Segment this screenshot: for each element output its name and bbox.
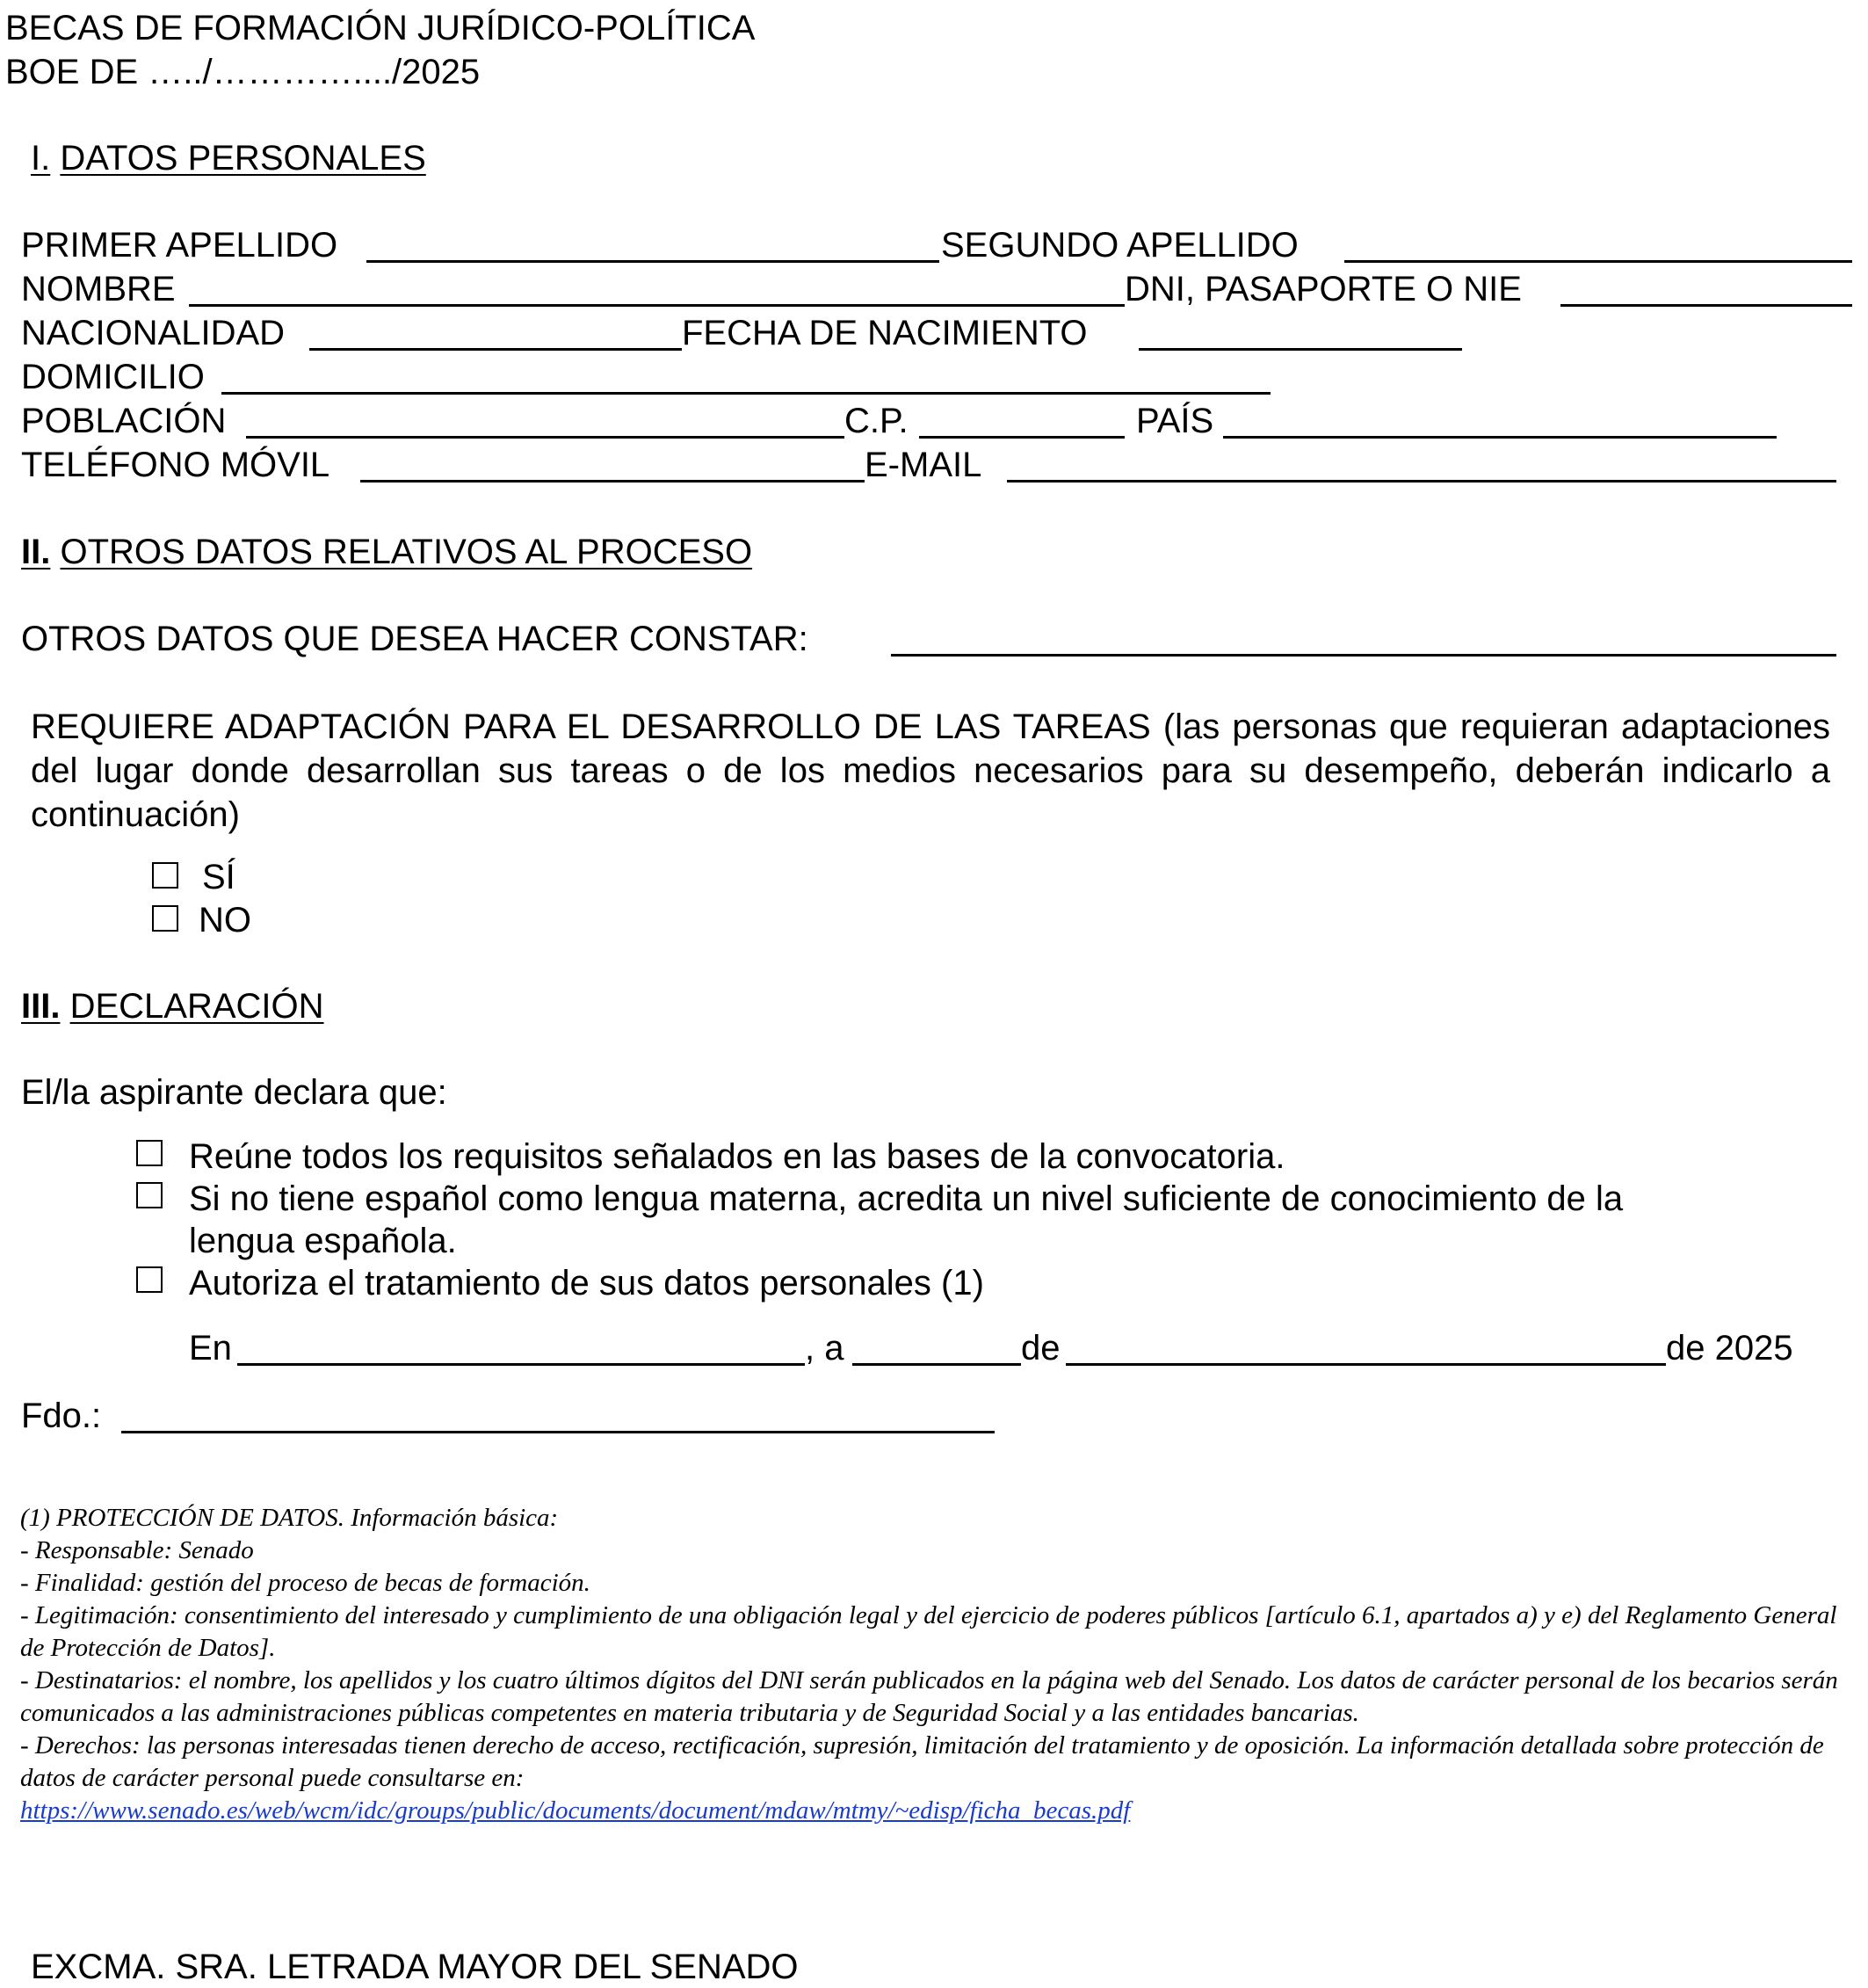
label-nombre: NOMBRE: [21, 270, 176, 308]
label-cp: C.P.: [844, 402, 909, 440]
checkbox-si[interactable]: [152, 862, 178, 889]
footnote-line: (1) PROTECCIÓN DE DATOS. Información básica:: [20, 1504, 559, 1532]
field-dia[interactable]: [852, 1363, 1021, 1366]
ficha-becas-link[interactable]: https://www.senado.es/web/wcm/idc/groups/public/documents/document/mdaw/mtmy/~edisp/ficha_becas.pdf: [20, 1796, 1131, 1825]
field-nacionalidad[interactable]: [309, 348, 682, 351]
label-firma: Fdo.:: [21, 1397, 102, 1435]
adaptacion-paragraph: REQUIERE ADAPTACIÓN PARA EL DESARROLLO DE LAS TAREAS (las personas que requieran adaptaciones del lugar donde desarrollan sus tareas o de los medios necesarios para su desempeño, deberán indicarlo a continuación): [31, 707, 1830, 834]
footnote-line: - Finalidad: gestión del proceso de becas de formación.: [20, 1569, 590, 1597]
label-de: de: [1021, 1329, 1061, 1368]
footnote-line: - Legitimación: consentimiento del interesado y cumplimiento de una obligación legal y del ejercicio de poderes públicos [artículo 6.1, apartados a) y e) del Reglamento General de Protección de Datos].: [20, 1601, 1837, 1662]
label-email: E-MAIL: [865, 446, 982, 484]
field-fecha-nacimiento[interactable]: [1139, 348, 1462, 351]
label-nacionalidad: NACIONALIDAD: [21, 314, 286, 352]
footnote-line: - Destinatarios: el nombre, los apellidos y los cuatro últimos dígitos del DNI serán publicados en la página web del Senado. Los datos de carácter personal de los becarios serán comunicados a las administraciones públicas competentes en materia tributaria y de Seguridad Social y a las entidades bancarias.: [20, 1666, 1838, 1727]
section-3-heading: [21, 985, 324, 1027]
field-poblacion[interactable]: [246, 436, 844, 439]
label-fecha-nacimiento: FECHA DE NACIMIENTO: [682, 314, 1088, 352]
label-domicilio: DOMICILIO: [21, 358, 205, 396]
section-2-number: II.: [21, 533, 51, 571]
field-segundo-apellido[interactable]: [1344, 260, 1852, 263]
label-otros-datos: OTROS DATOS QUE DESEA HACER CONSTAR:: [21, 620, 808, 658]
field-mes[interactable]: [1066, 1363, 1666, 1366]
field-pais[interactable]: [1223, 436, 1777, 439]
footnote-line: - Responsable: Senado: [20, 1536, 254, 1564]
field-cp[interactable]: [919, 436, 1125, 439]
option-si-label: SÍ: [202, 858, 235, 896]
label-telefono: TELÉFONO MÓVIL: [21, 446, 330, 484]
section-1-heading: [31, 137, 426, 179]
section-2-heading: [21, 531, 752, 573]
field-telefono[interactable]: [360, 480, 865, 482]
declaration-intro: El/la aspirante declara que:: [21, 1073, 447, 1112]
field-email[interactable]: [1007, 480, 1836, 482]
section-3-number: III.: [21, 987, 61, 1026]
field-domicilio[interactable]: [221, 392, 1271, 395]
option-no-label: NO: [199, 901, 251, 940]
checkbox-lengua[interactable]: [136, 1182, 163, 1208]
checkbox-no[interactable]: [152, 905, 178, 932]
label-a: , a: [805, 1329, 844, 1368]
label-pais: PAÍS: [1136, 402, 1214, 440]
field-dni[interactable]: [1560, 304, 1852, 307]
field-primer-apellido[interactable]: [366, 260, 939, 263]
label-year: de 2025: [1666, 1329, 1793, 1368]
field-lugar[interactable]: [237, 1363, 805, 1366]
footnote-line: - Derechos: las personas interesadas tienen derecho de acceso, rectificación, supresión, limitación del tratamiento y de oposición. La información detallada sobre protección de datos de carácter personal puede consultarse en:: [20, 1731, 1824, 1792]
declaration-item-lengua-cont: lengua española.: [189, 1222, 457, 1260]
section-2-title: OTROS DATOS RELATIVOS AL PROCESO: [60, 533, 753, 571]
declaration-item-requisitos: Reúne todos los requisitos señalados en las bases de la convocatoria.: [189, 1137, 1285, 1176]
label-poblacion: POBLACIÓN: [21, 402, 227, 440]
label-primer-apellido: PRIMER APELLIDO: [21, 226, 338, 265]
checkbox-requisitos[interactable]: [136, 1140, 163, 1166]
label-segundo-apellido: SEGUNDO APELLIDO: [941, 226, 1299, 265]
label-dni: DNI, PASAPORTE O NIE: [1125, 270, 1522, 308]
form-title: BECAS DE FORMACIÓN JURÍDICO-POLÍTICA: [5, 9, 756, 47]
addressee: EXCMA. SRA. LETRADA MAYOR DEL SENADO: [31, 1948, 799, 1986]
field-nombre[interactable]: [189, 304, 1125, 307]
declaration-item-lengua: Si no tiene español como lengua materna, acredita un nivel suficiente de conocimiento de la: [189, 1179, 1624, 1218]
footnote-block: [20, 1502, 1848, 1827]
field-otros-datos[interactable]: [891, 654, 1836, 657]
section-3-title: DECLARACIÓN: [69, 987, 324, 1026]
declaration-item-datos: Autoriza el tratamiento de sus datos personales (1): [189, 1264, 984, 1302]
boe-reference: BOE DE …../…………..../2025: [5, 53, 481, 91]
section-1-number: I.: [31, 139, 51, 178]
field-firma[interactable]: [121, 1431, 995, 1433]
section-1-title: DATOS PERSONALES: [60, 139, 426, 178]
label-en: En: [189, 1329, 232, 1368]
checkbox-datos[interactable]: [136, 1266, 163, 1293]
